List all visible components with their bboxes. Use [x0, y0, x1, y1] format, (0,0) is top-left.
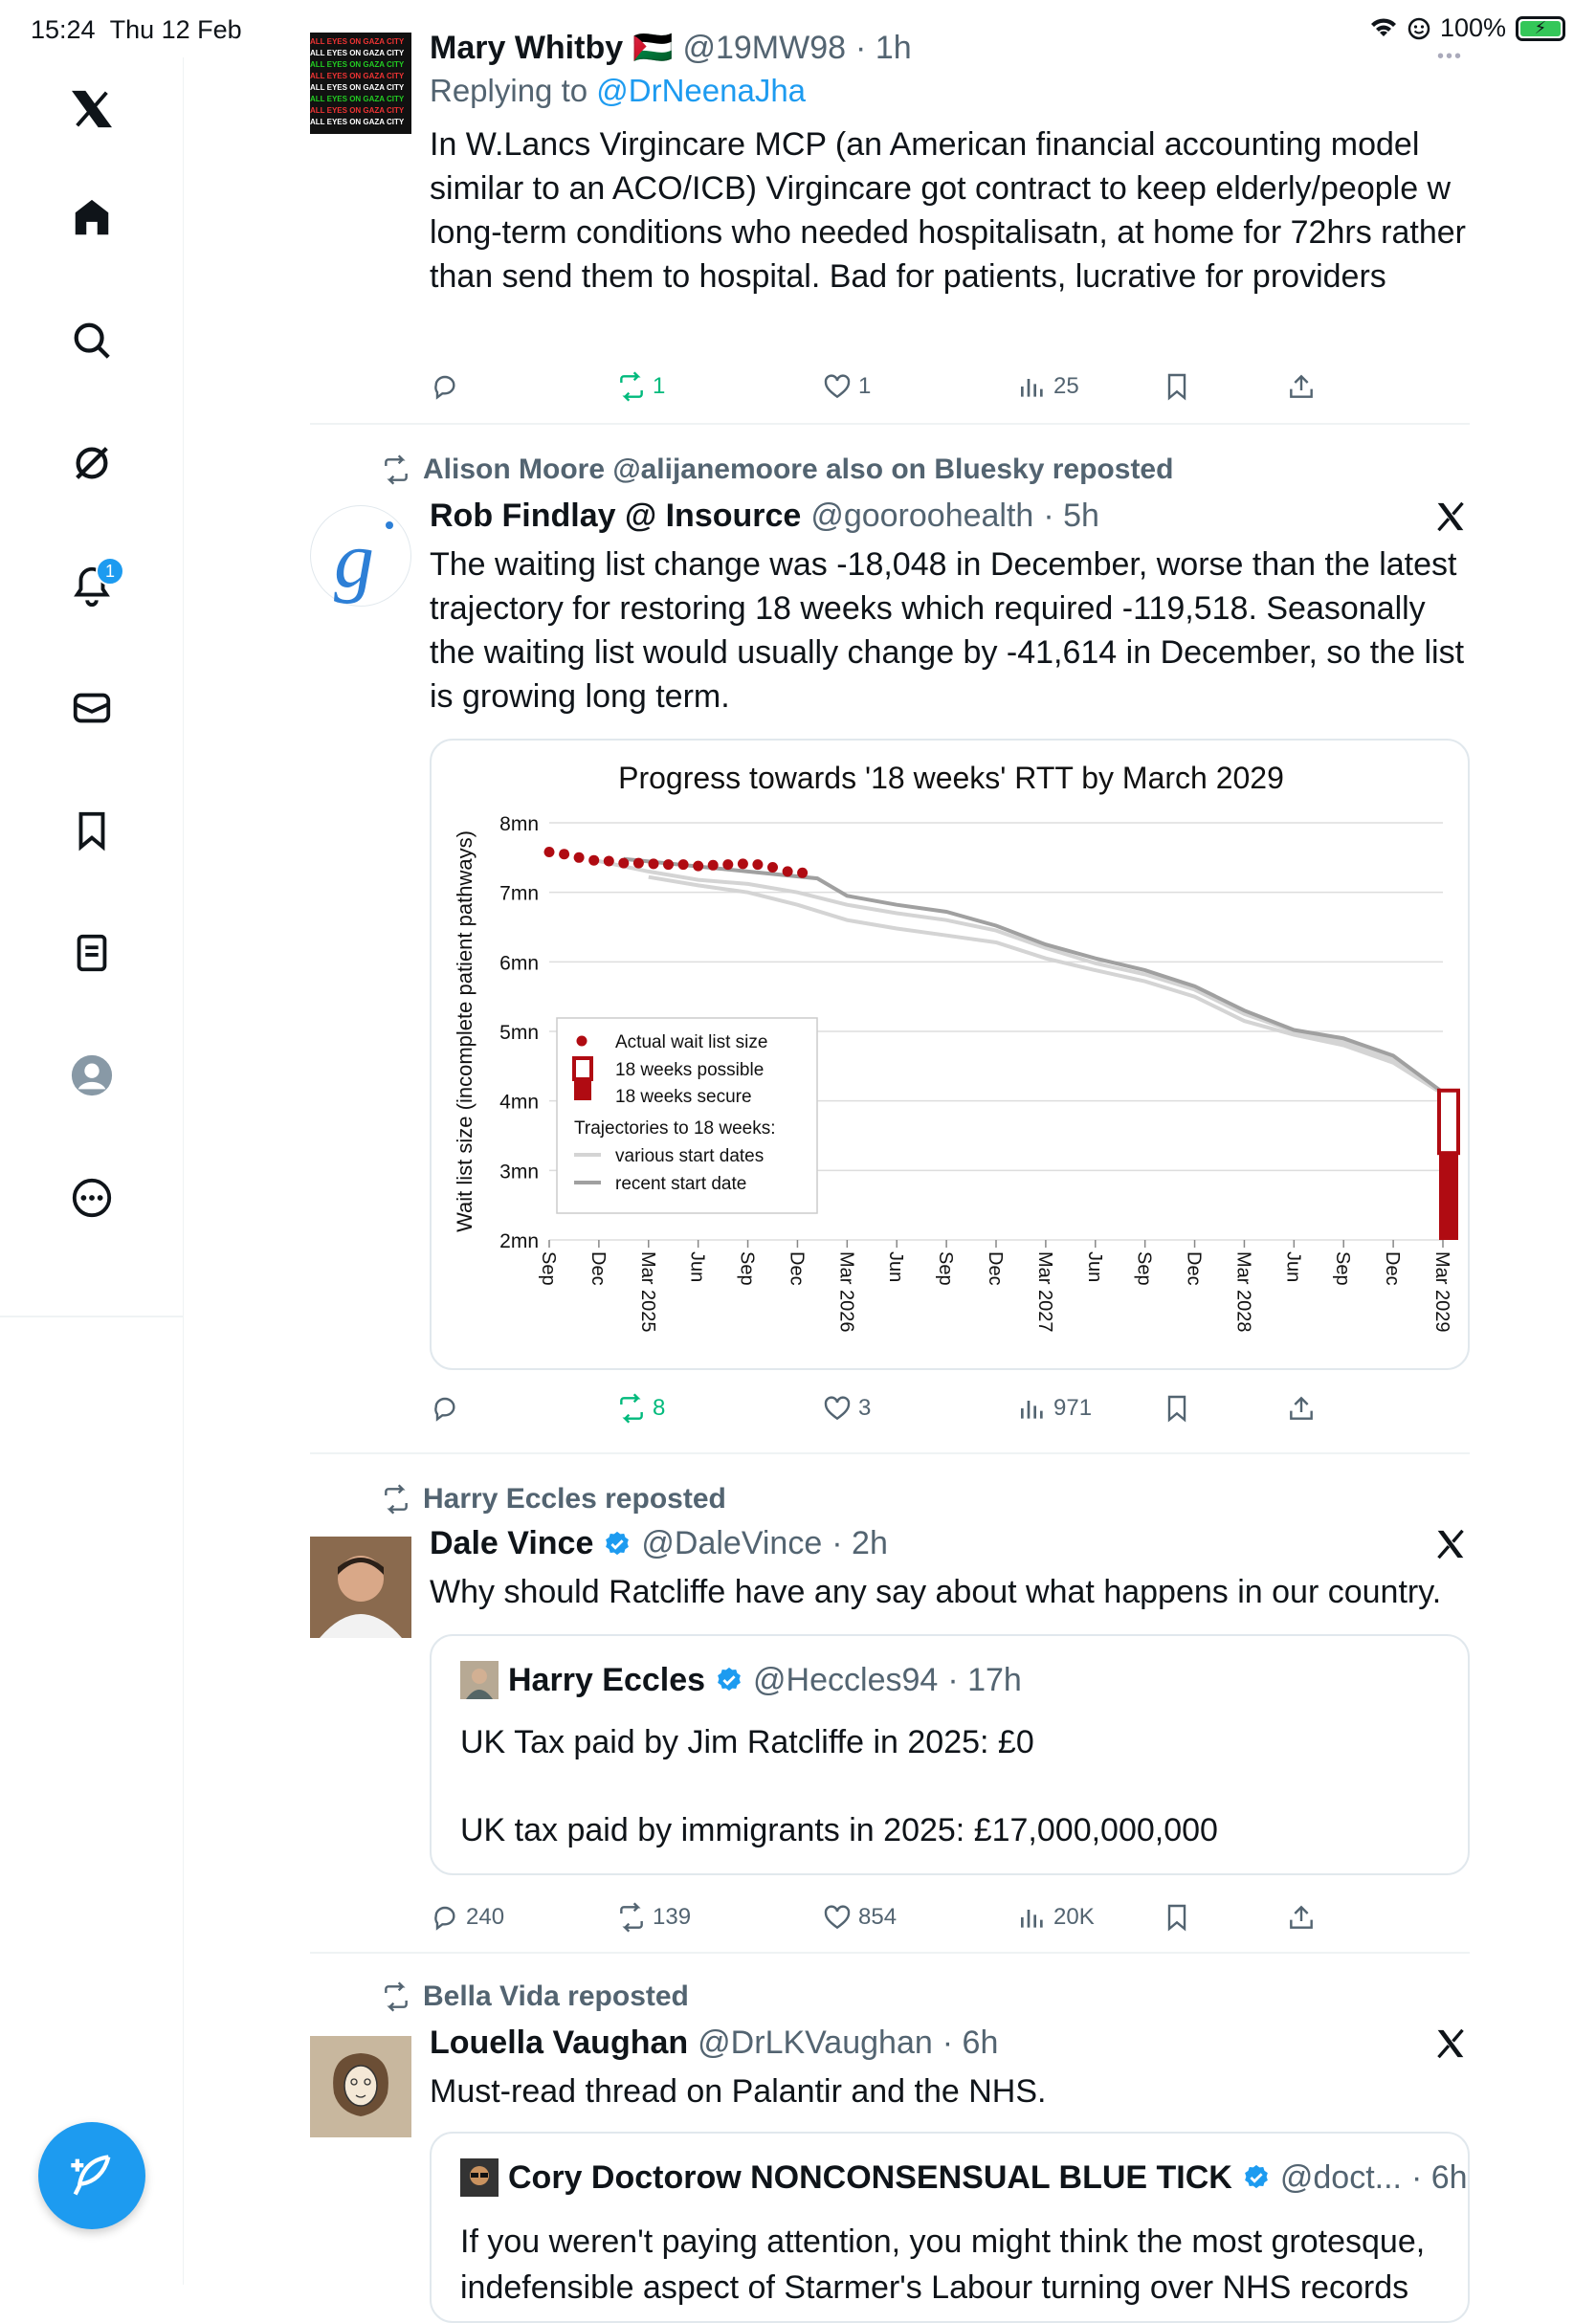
x-tick-label: Dec [587, 1251, 609, 1286]
x-tick-label: Dec [1183, 1251, 1205, 1286]
actual-data-point [678, 859, 689, 870]
bookmark-icon [1162, 1393, 1192, 1424]
reply-button[interactable]: 240 [430, 1902, 504, 1933]
x-tick-label: Mar 2025 [636, 1251, 658, 1333]
avatar-harry-eccles [460, 1661, 499, 1699]
repost-icon [616, 1393, 647, 1424]
bar-18-weeks-possible [1439, 1091, 1458, 1153]
legend-secure-label: 18 weeks secure [615, 1087, 752, 1107]
nav-search-icon[interactable] [63, 312, 121, 369]
y-tick-label: 5mn [499, 1022, 539, 1044]
verified-badge-icon [715, 1666, 743, 1694]
actual-data-point [559, 849, 569, 859]
views-icon [1017, 1902, 1048, 1933]
chart-title: Progress towards '18 weeks' RTT by March 2029 [618, 761, 1284, 795]
legend-secure-marker [574, 1079, 591, 1100]
author-name[interactable]: Rob Findlay @ Insource [430, 498, 802, 534]
compose-post-button[interactable] [38, 2122, 145, 2229]
legend-trajectories-title: Trajectories to 18 weeks: [574, 1118, 776, 1139]
x-brand-icon[interactable] [1431, 498, 1470, 536]
tweet-actions [430, 1389, 1470, 1427]
quote-text-line: indefensible aspect of Starmer's Labour turning over NHS records [460, 2269, 1409, 2306]
post-time[interactable]: · 6h [942, 2024, 999, 2061]
tweet-divider [310, 423, 1470, 425]
avatar-text-line: ALL EYES ON GAZA CITY [310, 106, 405, 115]
gooroo-logo-icon: g [334, 516, 374, 605]
nav-messages-icon[interactable] [63, 679, 121, 737]
share-icon [1286, 1902, 1317, 1933]
avatar-text-line: ALL EYES ON GAZA CITY [310, 72, 405, 80]
reply-icon [430, 1393, 460, 1424]
repost-icon [381, 1484, 411, 1515]
x-logo-icon[interactable] [63, 80, 121, 138]
tweet-text: Must-read thread on Palantir and the NHS. [430, 2073, 1047, 2110]
x-tick-label: Sep [1332, 1251, 1354, 1286]
share-icon [1286, 371, 1317, 402]
status-time: 15:24 Thu 12 Feb [31, 15, 242, 44]
verified-badge-icon [603, 1530, 632, 1559]
avatar-mary-whitby[interactable] [310, 33, 411, 134]
repost-icon [381, 454, 411, 485]
actual-data-point [783, 866, 793, 876]
x-tick-label: Mar 2026 [835, 1251, 857, 1333]
reply-icon [430, 371, 460, 402]
bar-18-weeks-secure [1439, 1153, 1458, 1240]
quoted-tweet-cory-doctorow[interactable] [430, 2132, 1470, 2323]
x-brand-icon[interactable] [1431, 1525, 1470, 1563]
notification-badge: 1 [96, 557, 124, 586]
author-handle[interactable]: @DrLKVaughan [698, 2024, 933, 2061]
quote-author-handle[interactable]: @Heccles94 [753, 1661, 939, 1698]
x-tick-label: Sep [1133, 1251, 1155, 1286]
multitasking-dots[interactable]: ••• [1437, 46, 1464, 67]
verified-badge-icon [1242, 2163, 1271, 2192]
reply-button[interactable] [430, 371, 466, 402]
avatar-text-line: ALL EYES ON GAZA CITY [310, 49, 405, 57]
actual-data-point [722, 859, 733, 870]
avatar-text-line: ALL EYES ON GAZA CITY [310, 60, 405, 69]
quote-author-name[interactable]: Cory Doctorow NONCONSENSUAL BLUE TICK [508, 2158, 1232, 2196]
actual-data-point [604, 856, 614, 867]
tweet-actions [430, 367, 1470, 406]
tweet-text: In W.Lancs Virgincare MCP (an American financial accounting model similar to an ACO/ICB) Virgincare got contract to keep elderly/people w long-term conditions who needed hospitalisatn, at home for 72hrs rather than send them to hospital. Bad for patients, lucrative for providers [430, 126, 1466, 295]
y-tick-label: 7mn [499, 882, 539, 905]
x-tick-label: Mar 2028 [1232, 1251, 1254, 1333]
legend-actual-marker [577, 1036, 587, 1047]
avatar-text-line: ALL EYES ON GAZA CITY [310, 37, 405, 46]
share-button[interactable] [1286, 371, 1317, 402]
tweet-actions [430, 1898, 1470, 1936]
actual-data-point [693, 861, 703, 872]
battery-percent: 100% [1439, 13, 1506, 42]
bookmark-button[interactable] [1162, 371, 1192, 402]
x-tick-label: Mar 2027 [1033, 1251, 1055, 1333]
heart-icon [822, 1393, 853, 1424]
repost-button[interactable]: 139 [616, 1902, 691, 1933]
tweet-header [430, 1525, 1470, 1562]
author-handle[interactable]: @DaleVince [641, 1525, 823, 1561]
battery-icon: ⚡ [1516, 16, 1565, 41]
avatar-text-line: ALL EYES ON GAZA CITY [310, 95, 405, 103]
y-tick-label: 8mn [499, 813, 539, 835]
repost-context[interactable]: Alison Moore @alijanemoore also on Bluesky reposted [381, 454, 1173, 486]
bookmark-icon [1162, 1902, 1192, 1933]
flag-emoji: 🇵🇸 [632, 30, 674, 66]
x-tick-label: Jun [1282, 1251, 1304, 1283]
heart-icon [822, 1902, 853, 1933]
views-button[interactable]: 25 [1017, 371, 1079, 402]
reply-icon [430, 1902, 460, 1933]
views-button[interactable]: 971 [1017, 1393, 1092, 1424]
repost-icon [381, 1981, 411, 2012]
quote-text-line: If you weren't paying attention, you might think the most grotesque, [460, 2223, 1426, 2260]
tweet-divider [310, 1952, 1470, 1954]
views-icon [1017, 371, 1048, 402]
legend-possible-label: 18 weeks possible [615, 1060, 765, 1080]
sidebar-divider [0, 1316, 184, 1317]
tweet-header [430, 498, 1470, 535]
like-button[interactable]: 854 [822, 1902, 897, 1933]
reply-button[interactable] [430, 1393, 466, 1424]
legend-possible-marker [574, 1058, 591, 1079]
repost-icon [616, 371, 647, 402]
x-tick-label: Dec [1382, 1251, 1404, 1286]
tweet-header [430, 29, 1470, 67]
y-tick-label: 4mn [499, 1091, 539, 1114]
replying-to: Replying to @DrNeenaJha [430, 73, 807, 108]
tweet-text: The waiting list change was -18,048 in December, worse than the latest trajectory for restoring 18 weeks which required -119,518. Seasonally the waiting list would usually change by -41,614 in December, so the list is growing long term. [430, 546, 1465, 715]
waiting-list-chart [432, 741, 1472, 1372]
quote-text-line: UK tax paid by immigrants in 2025: £17,000,000,000 [460, 1812, 1218, 1848]
actual-data-point [649, 858, 659, 869]
repost-context[interactable]: Bella Vida reposted [381, 1980, 689, 2013]
x-tick-label: Dec [985, 1251, 1006, 1286]
actual-data-point [663, 859, 674, 870]
y-axis-label: Wait list size (incomplete patient pathways) [453, 830, 477, 1232]
avatar-cory-doctorow [460, 2158, 499, 2197]
quote-header [460, 1661, 1022, 1699]
x-tick-label: Sep [935, 1251, 957, 1286]
post-time[interactable]: · 1h [855, 29, 912, 66]
actual-data-point [633, 858, 644, 869]
x-tick-label: Jun [885, 1251, 907, 1283]
avatar-louella-vaughan[interactable] [310, 2036, 411, 2137]
quote-post-time: · 6h [1410, 2158, 1468, 2196]
actual-data-point [574, 852, 585, 863]
y-tick-label: 2mn [499, 1230, 539, 1252]
repost-button[interactable]: 1 [616, 371, 665, 402]
share-button[interactable] [1286, 1393, 1317, 1424]
repost-icon [616, 1902, 647, 1933]
quote-post-time: · 17h [947, 1661, 1022, 1698]
nav-profile-avatar[interactable] [63, 1047, 121, 1104]
quote-text-line: UK Tax paid by Jim Ratcliffe in 2025: £0 [460, 1724, 1034, 1760]
legend-various-label: various start dates [615, 1146, 765, 1166]
views-button[interactable]: 20K [1017, 1902, 1095, 1933]
quote-header [460, 2158, 1468, 2197]
sidebar [0, 57, 184, 2285]
nav-lists-icon[interactable] [63, 924, 121, 982]
x-tick-label: Jun [1083, 1251, 1105, 1283]
quote-author-name[interactable]: Harry Eccles [508, 1661, 706, 1698]
feather-plus-icon [67, 2151, 117, 2201]
author-name[interactable]: Mary Whitby [430, 29, 624, 66]
x-tick-label: Jun [686, 1251, 708, 1283]
legend-recent-label: recent start date [615, 1174, 747, 1194]
actual-data-point [738, 858, 748, 869]
actual-data-point [797, 868, 808, 878]
nav-grok-icon[interactable] [63, 434, 121, 492]
tweet-header [430, 2024, 1470, 2062]
x-tick-label: Mar 2029 [1431, 1251, 1452, 1333]
bookmark-icon [1162, 371, 1192, 402]
y-tick-label: 6mn [499, 952, 539, 975]
x-tick-label: Dec [786, 1251, 808, 1286]
tweet-divider [310, 1452, 1470, 1454]
post-time[interactable]: · 2h [831, 1525, 888, 1561]
nav-home-icon[interactable] [63, 189, 121, 247]
nav-bookmarks-icon[interactable] [63, 802, 121, 859]
avatar-dale-vince[interactable] [310, 1537, 411, 1638]
post-time[interactable]: · 5h [1043, 498, 1099, 534]
like-button[interactable]: 3 [822, 1393, 871, 1424]
author-handle[interactable]: @gooroohealth [810, 498, 1034, 534]
share-icon [1286, 1393, 1317, 1424]
nav-notifications-icon[interactable] [63, 557, 121, 614]
y-tick-label: 3mn [499, 1161, 539, 1184]
actual-data-point [588, 855, 599, 866]
bookmark-button[interactable] [1162, 1902, 1192, 1933]
reply-to-handle[interactable]: @DrNeenaJha [596, 73, 807, 108]
quoted-tweet-harry-eccles[interactable] [430, 1634, 1470, 1875]
quote-author-handle[interactable]: @doct... [1279, 2158, 1402, 2196]
actual-data-point [767, 862, 778, 873]
x-tick-label: Sep [538, 1251, 559, 1286]
actual-data-point [544, 847, 555, 857]
avatar-rob-findlay[interactable] [310, 505, 411, 607]
x-tick-label: Sep [736, 1251, 758, 1286]
actual-data-point [618, 858, 629, 869]
views-icon [1017, 1393, 1048, 1424]
avatar-text-line: ALL EYES ON GAZA CITY [310, 83, 405, 92]
repost-context[interactable]: Harry Eccles reposted [381, 1483, 726, 1515]
like-button[interactable]: 1 [822, 371, 871, 402]
author-handle[interactable]: @19MW98 [682, 29, 847, 66]
avatar-text-line: ALL EYES ON GAZA CITY [310, 118, 405, 126]
bookmark-button[interactable] [1162, 1393, 1192, 1424]
tweet-text: Why should Ratcliffe have any say about what happens in our country. [430, 1574, 1442, 1610]
legend-actual-label: Actual wait list size [615, 1032, 768, 1052]
share-button[interactable] [1286, 1902, 1317, 1933]
repost-button[interactable]: 8 [616, 1393, 665, 1424]
nav-more-icon[interactable] [63, 1169, 121, 1227]
heart-icon [822, 371, 853, 402]
author-name[interactable]: Dale Vince [430, 1525, 594, 1561]
actual-data-point [752, 859, 763, 870]
x-brand-icon[interactable] [1431, 2024, 1470, 2063]
actual-data-point [708, 860, 719, 871]
author-name[interactable]: Louella Vaughan [430, 2024, 689, 2061]
chart-card[interactable] [430, 739, 1470, 1370]
